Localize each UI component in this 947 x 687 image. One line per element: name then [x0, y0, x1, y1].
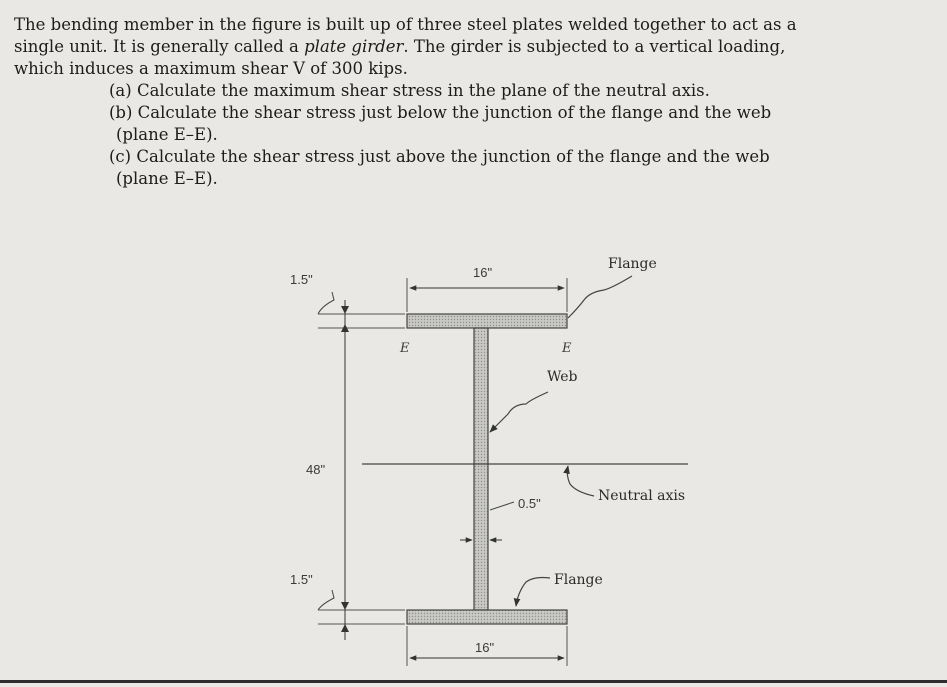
- problem-line-2-end: . The girder is subjected to a vertical loading,: [403, 37, 786, 56]
- bottom-rule: [0, 680, 947, 683]
- top-flange-width-label: 16": [473, 265, 493, 280]
- top-flange: [407, 314, 567, 328]
- part-c-line-2: (plane E–E).: [116, 169, 218, 188]
- top-thickness-label: 1.5": [290, 272, 313, 287]
- flange-top-leader: [568, 276, 632, 318]
- neutral-axis-leader: [567, 466, 594, 496]
- plane-e-right: E: [562, 341, 572, 356]
- bottom-flange: [407, 610, 567, 624]
- problem-line-1: The bending member in the figure is built up of three steel plates welded together to act as a: [14, 15, 797, 34]
- web: [474, 328, 488, 610]
- part-c-line-1: (c) Calculate the shear stress just above the junction of the flange and the web: [109, 147, 770, 166]
- web-label: Web: [547, 369, 578, 385]
- web-thickness-leader: [490, 502, 514, 510]
- part-b-line-2: (plane E–E).: [116, 125, 218, 144]
- depth-label: 48": [306, 462, 326, 477]
- part-a: (a) Calculate the maximum shear stress in the plane of the neutral axis.: [109, 81, 710, 100]
- term-plate-girder: plate girder: [304, 37, 404, 56]
- bottom-flange-width-label: 16": [475, 640, 495, 655]
- flange-top-label: Flange: [608, 256, 657, 272]
- problem-line-2-start: single unit. It is generally called a: [14, 37, 305, 56]
- flange-bottom-label: Flange: [554, 572, 603, 588]
- bottom-thickness-label: 1.5": [290, 572, 313, 587]
- plane-e-left: E: [400, 341, 410, 356]
- web-thickness-label: 0.5": [518, 496, 541, 511]
- neutral-axis-label: Neutral axis: [598, 488, 686, 504]
- part-b-line-1: (b) Calculate the shear stress just below the junction of the flange and the web: [109, 103, 772, 122]
- problem-line-3: which induces a maximum shear V of 300 kips.: [14, 59, 408, 78]
- flange-bottom-leader: [516, 578, 550, 607]
- web-leader: [490, 392, 548, 432]
